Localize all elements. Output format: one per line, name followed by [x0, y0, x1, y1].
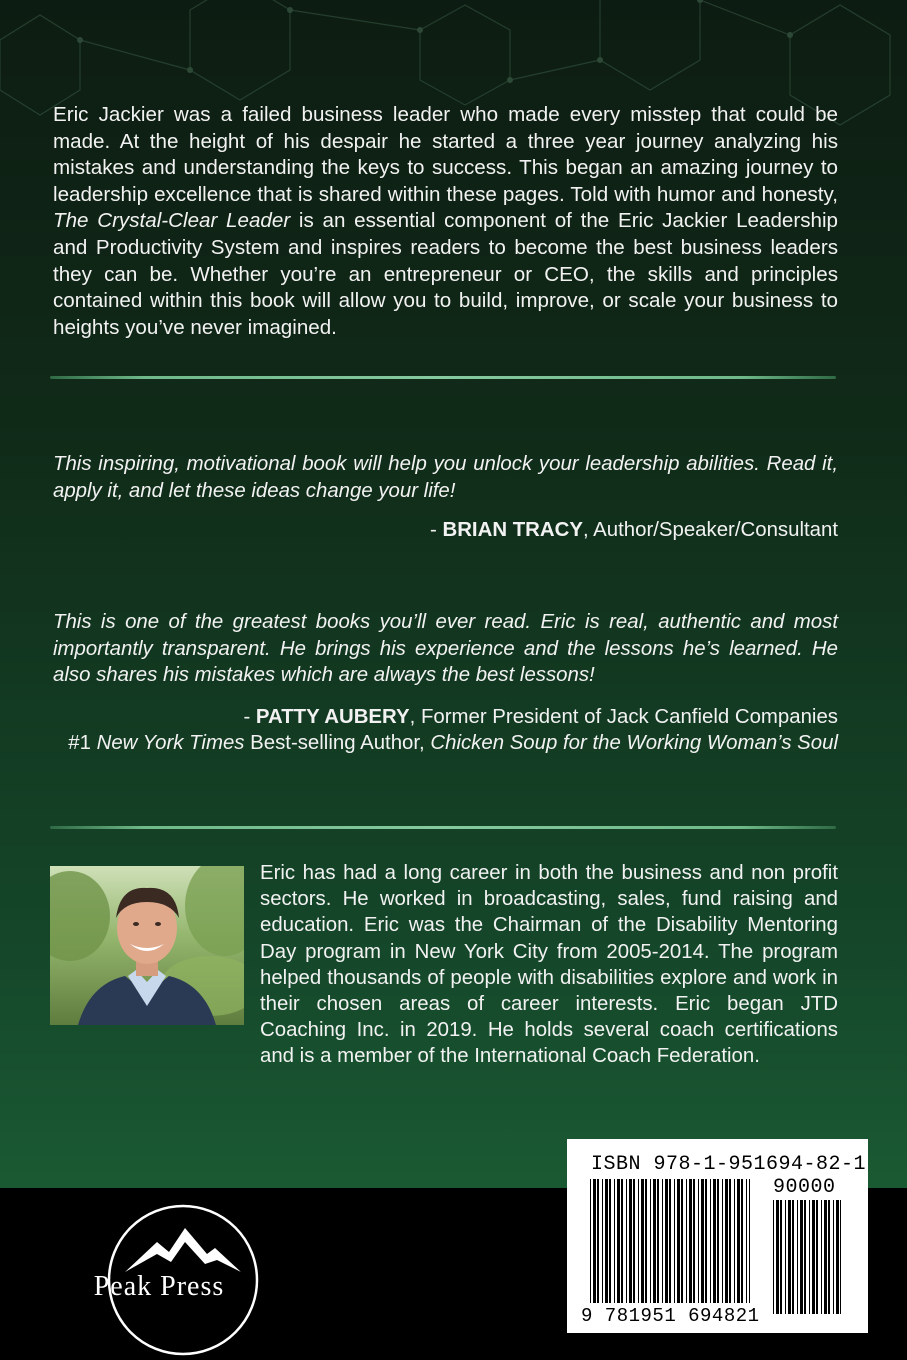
isbn-label: ISBN 978-1-951694-82-1 — [591, 1153, 867, 1176]
endorsement-quote: This is one of the greatest books you’ll ever read. Eric is real, authentic and most importantly transparent. He brings his experience and the lessons he’s learned. He also shares his mistakes which are always the best lessons! — [53, 611, 838, 687]
isbn-barcode — [567, 1139, 868, 1333]
endorser-title: , Former President of Jack Canfield Companies — [409, 706, 838, 728]
endorsement-attribution — [53, 704, 838, 731]
endorser-name: BRIAN TRACY — [442, 519, 583, 541]
endorser-title: , Author/Speaker/Consultant — [582, 519, 838, 541]
publisher-name: Peak Press — [93, 1271, 225, 1302]
credential-text: Best-selling Author, — [244, 732, 431, 754]
section-divider — [50, 376, 836, 379]
description-text-part2: is an essential component of the Eric Jackier Leadership and Productivity System and inspires readers to become the best business leaders they can be. Whether you’re an entrepreneur or CEO, the skills and principles contained within this book will allow you to build, improve, or scale your business to heights you’ve never imagined. — [53, 209, 838, 339]
credential-book-title: Chicken Soup for the Working Woman’s Soul — [430, 732, 838, 754]
attribution-dash: - — [243, 706, 256, 728]
endorsement-attribution — [53, 517, 838, 544]
section-divider — [50, 826, 836, 829]
barcode-bars — [590, 1179, 750, 1303]
credential-publication: New York Times — [96, 732, 245, 754]
author-bio: Eric has had a long career in both the business and non profit sectors. He worked in broadcasting, sales, fund raising and education. Eric was the Chairman of the Disability Mentoring Day program in New York City from 2005-2014. The program helped thousands of people with disabilities explore and work in their chosen areas of career interests. Eric began JTD Coaching Inc. in 2019. He holds several coach certifications and is a member of the International Coach Federation. — [260, 862, 838, 1068]
book-description — [53, 102, 838, 341]
endorsement-quote: This inspiring, motivational book will help you unlock your leadership abilities. Read it, apply it, and let these ideas change your life! — [53, 453, 838, 502]
credential-prefix: #1 — [68, 732, 97, 754]
book-title: The Crystal-Clear Leader — [53, 209, 291, 233]
attribution-dash: - — [430, 519, 443, 541]
price-addon-code: 90000 — [773, 1176, 836, 1199]
endorser-name: PATTY AUBERY — [255, 706, 410, 728]
ean-digits: 9 781951 694821 — [581, 1305, 760, 1327]
addon-barcode-bars — [773, 1200, 841, 1314]
description-text-part1: Eric Jackier was a failed business leader who made every misstep that could be made. At the height of his despair he started a three year journey analyzing his mistakes and understanding the keys to success. This began an amazing journey to leadership excellence that is shared within these pages. Told with humor and honesty, — [53, 103, 838, 206]
author-photo — [50, 866, 244, 1025]
endorser-credentials — [53, 730, 838, 757]
